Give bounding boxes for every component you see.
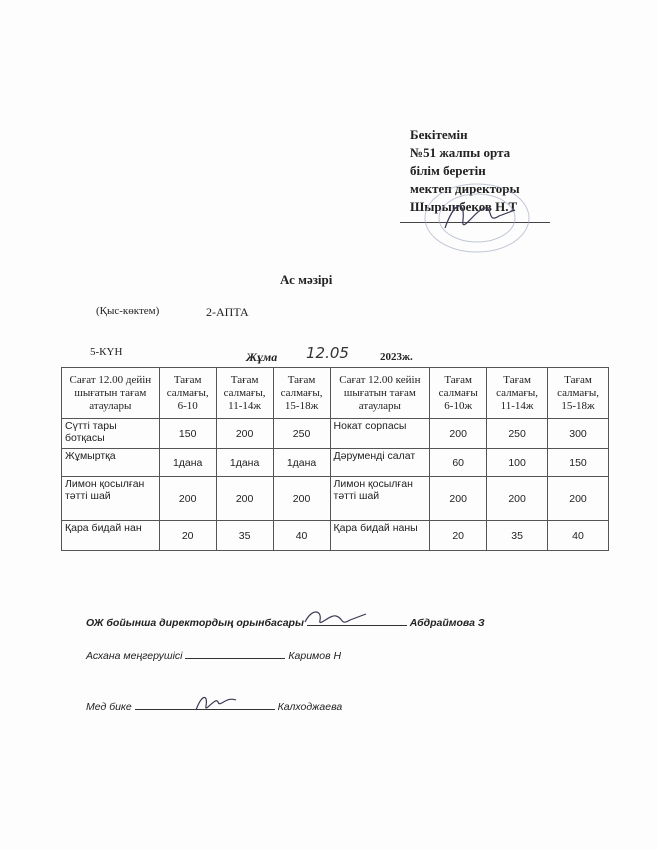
- table-cell: 20: [430, 521, 487, 551]
- table-row: [62, 521, 609, 551]
- table-cell: 60: [430, 449, 487, 477]
- table-cell: Нокат сорпасы: [330, 419, 430, 449]
- header-cell: Тағам салмағы, 11-14ж: [487, 368, 548, 419]
- table-cell: Лимон қосылған тәтті шай: [330, 477, 430, 521]
- canteen-role: Асхана меңгерушісі: [86, 650, 183, 662]
- table-cell: Жұмыртқа: [62, 449, 160, 477]
- school-stamp-icon: [415, 180, 535, 260]
- table-row: [62, 449, 609, 477]
- table-cell: 200: [548, 477, 609, 521]
- table-cell: Қара бидай наны: [330, 521, 430, 551]
- table-cell: 1дана: [159, 449, 216, 477]
- table-cell: 200: [430, 477, 487, 521]
- table-cell: 35: [216, 521, 273, 551]
- header-cell: Сағат 12.00 дейін шығатын тағам атаулары: [62, 368, 160, 419]
- table-cell: 1дана: [273, 449, 330, 477]
- header-cell: Тағам салмағы, 6-10: [159, 368, 216, 419]
- header-cell: Тағам салмағы, 11-14ж: [216, 368, 273, 419]
- canteen-signature-row: [86, 650, 341, 662]
- table-cell: 200: [216, 419, 273, 449]
- table-cell: 150: [548, 449, 609, 477]
- table-cell: Қара бидай нан: [62, 521, 160, 551]
- table-cell: 200: [487, 477, 548, 521]
- table-cell: 1дана: [216, 449, 273, 477]
- table-cell: 40: [548, 521, 609, 551]
- table-cell: 20: [159, 521, 216, 551]
- header-cell: Сағат 12.00 кейін шығатын тағам атаулары: [330, 368, 430, 419]
- canteen-name: Каримов Н: [288, 650, 342, 662]
- table-row: [62, 477, 609, 521]
- table-cell: 200: [216, 477, 273, 521]
- page-title: Ас мәзірі: [280, 272, 333, 287]
- approval-line: Бекітемін: [410, 127, 468, 142]
- table-cell: Лимон қосылған тәтті шай: [62, 477, 160, 521]
- table-cell: 250: [487, 419, 548, 449]
- table-cell: 200: [430, 419, 487, 449]
- table-header-row: [62, 368, 609, 419]
- table-cell: 200: [273, 477, 330, 521]
- table-row: [62, 419, 609, 449]
- table-cell: 250: [273, 419, 330, 449]
- table-cell: 35: [487, 521, 548, 551]
- header-cell: Тағам салмағы, 15-18ж: [273, 368, 330, 419]
- table-cell: 300: [548, 419, 609, 449]
- week-label: 2-АПТА: [206, 305, 249, 319]
- approval-line: Шырынбеков Н.Т: [410, 199, 518, 214]
- weekday-label: Жұма: [246, 350, 278, 364]
- table-cell: 150: [159, 419, 216, 449]
- year-label: 2023ж.: [380, 351, 413, 363]
- approval-line: білім беретін: [410, 163, 486, 178]
- table-cell: 200: [159, 477, 216, 521]
- nurse-name: Калходжаева: [277, 701, 343, 713]
- approval-line: мектеп директоры: [410, 181, 520, 196]
- deputy-role: ОЖ бойынша директордың орынбасары: [86, 617, 304, 629]
- menu-table: [61, 367, 609, 551]
- header-cell: Тағам салмағы 6-10ж: [430, 368, 487, 419]
- table-cell: Дәруменді салат: [330, 449, 430, 477]
- nurse-role: Мед бике: [86, 701, 132, 713]
- deputy-name: Абдраймова З: [409, 617, 485, 629]
- nurse-signature-icon: [192, 690, 242, 714]
- table-cell: 40: [273, 521, 330, 551]
- deputy-signature-row: [86, 617, 485, 629]
- table-cell: Сүтті тары ботқасы: [62, 419, 160, 449]
- deputy-signature-icon: [300, 606, 370, 630]
- season-label: (Қыс-көктем): [96, 305, 160, 317]
- day-label: 5-КҮН: [90, 346, 123, 358]
- table-cell: 100: [487, 449, 548, 477]
- header-cell: Тағам салмағы, 15-18ж: [548, 368, 609, 419]
- approval-line: №51 жалпы орта: [410, 145, 511, 160]
- handwritten-date: 12.05: [306, 344, 349, 362]
